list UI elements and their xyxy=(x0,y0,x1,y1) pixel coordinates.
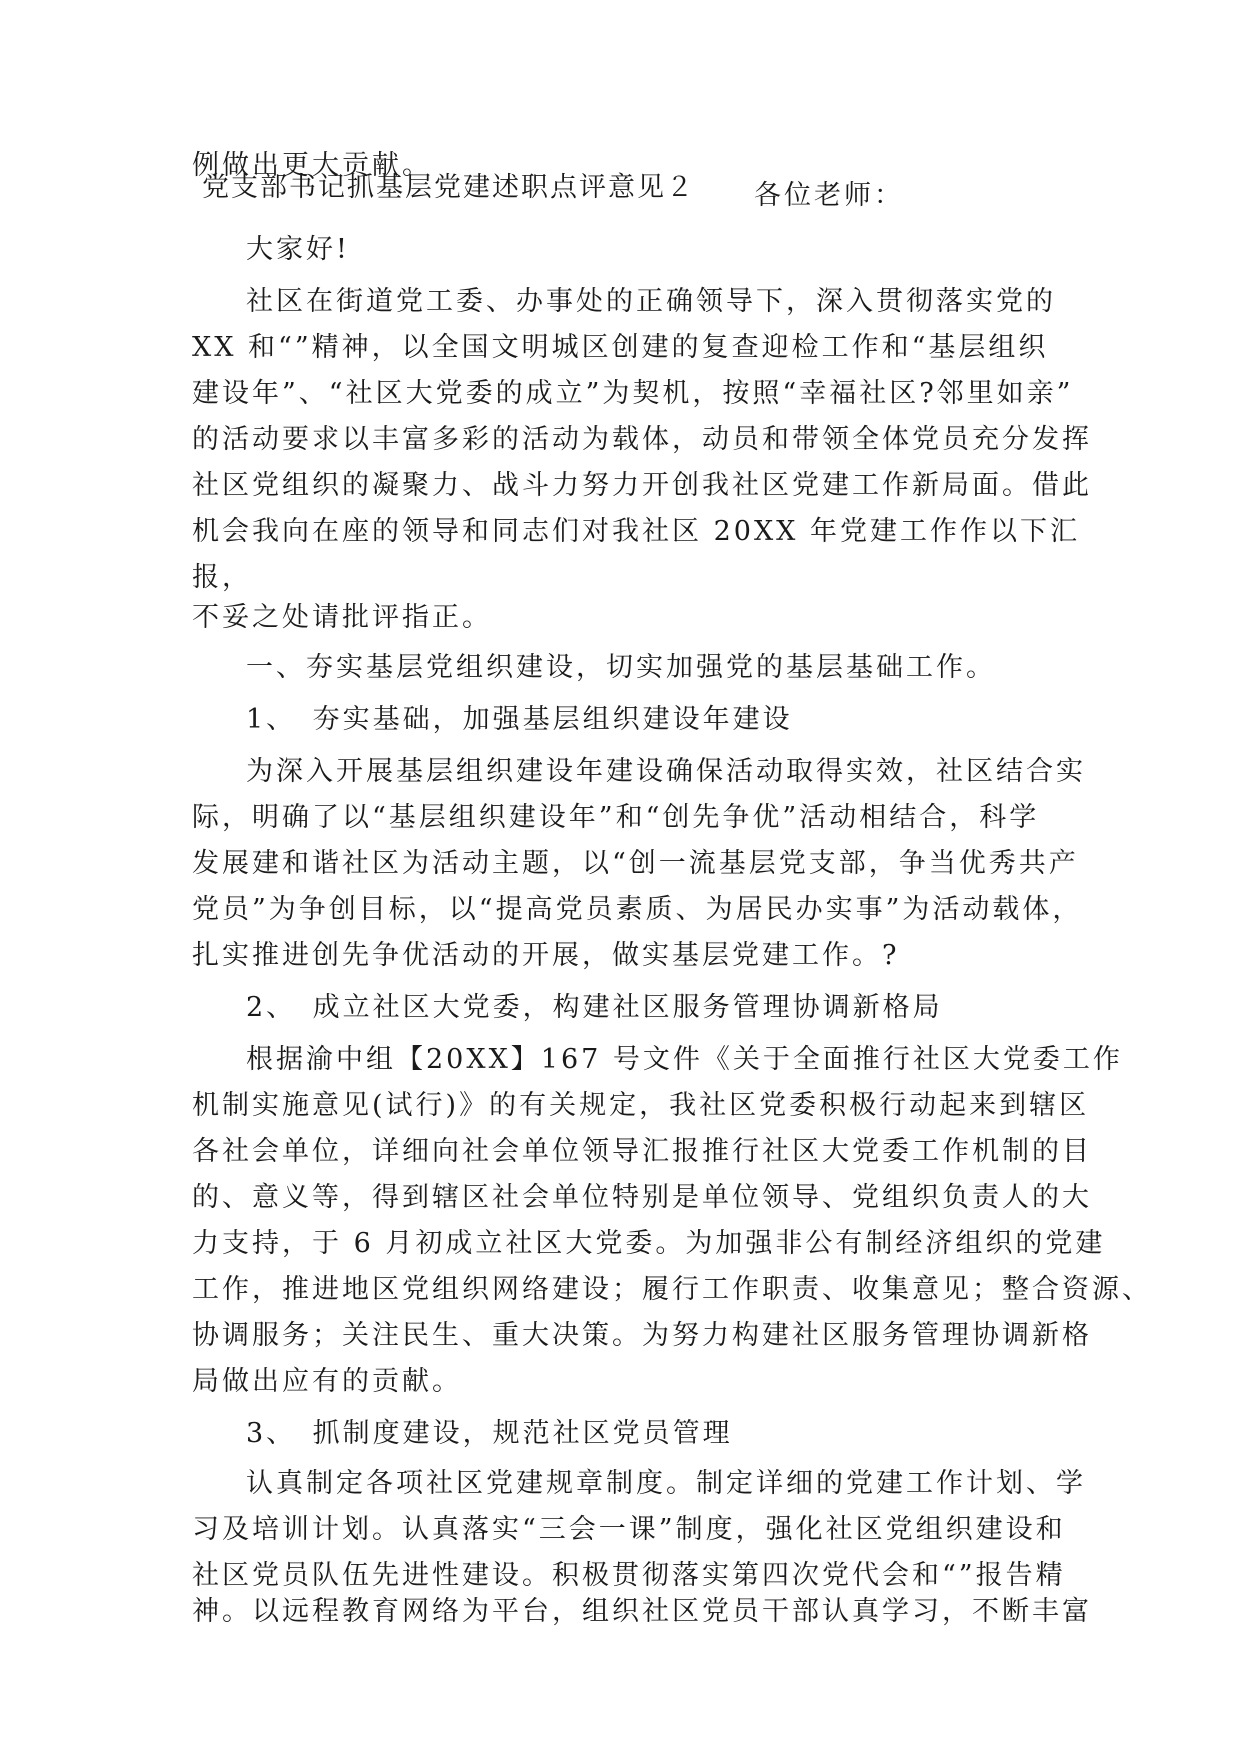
greeting: 大家好! xyxy=(246,234,350,265)
paragraph-line: 机会我向在座的领导和同志们对我社区 20XX 年党建工作作以下汇 xyxy=(192,516,1080,547)
paragraph-line: 不妥之处请批评指正。 xyxy=(192,602,492,633)
item-heading: 3、 抓制度建设，规范社区党员管理 xyxy=(246,1418,733,1449)
lead-in-text: 例做出更大贡献。 xyxy=(192,150,432,181)
paragraph-line: XX 和“”精神，以全国文明城区创建的复查迎检工作和“基层组织 xyxy=(192,332,1049,363)
paragraph-line: 的活动要求以丰富多彩的活动为载体，动员和带领全体党员充分发挥 xyxy=(192,424,1092,455)
paragraph-line: 局做出应有的贡献。 xyxy=(192,1366,462,1397)
paragraph-line: 各社会单位，详细向社会单位领导汇报推行社区大党委工作机制的目 xyxy=(192,1136,1092,1167)
paragraph-line: 际，明确了以“基层组织建设年”和“创先争优”活动相结合，科学 xyxy=(192,802,1040,833)
paragraph-line: 报， xyxy=(192,562,252,593)
paragraph-line: 扎实推进创先争优活动的开展，做实基层党建工作。? xyxy=(192,940,900,971)
paragraph-line: 建设年”、“社区大党委的成立”为契机，按照“幸福社区?邻里如亲” xyxy=(192,378,1074,409)
document-title: 党支部书记抓基层党建述职点评意见２ xyxy=(202,172,695,203)
paragraph-line: 发展建和谐社区为活动主题，以“创一流基层党支部，争当优秀共产 xyxy=(192,848,1079,879)
paragraph-line: 力支持，于 6 月初成立社区大党委。为加强非公有制经济组织的党建 xyxy=(192,1228,1106,1259)
item-heading: 2、 成立社区大党委，构建社区服务管理协调新格局 xyxy=(246,992,943,1023)
item-heading: 1、 夯实基础，加强基层组织建设年建设 xyxy=(246,704,793,735)
paragraph-line: 协调服务；关注民生、重大决策。为努力构建社区服务管理协调新格 xyxy=(192,1320,1092,1351)
paragraph-line: 认真制定各项社区党建规章制度。制定详细的党建工作计划、学 xyxy=(246,1468,1086,1499)
paragraph-line: 社区党组织的凝聚力、战斗力努力开创我社区党建工作新局面。借此 xyxy=(192,470,1092,501)
section-heading: 一、夯实基层党组织建设，切实加强党的基层基础工作。 xyxy=(246,652,996,683)
paragraph-line: 社区在街道党工委、办事处的正确领导下，深入贯彻落实党的 xyxy=(246,286,1056,317)
paragraph-line: 为深入开展基层组织建设年建设确保活动取得实效，社区结合实 xyxy=(246,756,1086,787)
paragraph-line: 社区党员队伍先进性建设。积极贯彻落实第四次党代会和“”报告精 xyxy=(192,1560,1066,1591)
paragraph-line: 党员”为争创目标，以“提高党员素质、为居民办实事”为活动载体， xyxy=(192,894,1083,925)
paragraph-line: 神。以远程教育网络为平台，组织社区党员干部认真学习，不断丰富 xyxy=(192,1596,1092,1627)
paragraph-line: 的、意义等，得到辖区社会单位特别是单位领导、党组织负责人的大 xyxy=(192,1182,1092,1213)
paragraph-line: 习及培训计划。认真落实“三会一课”制度，强化社区党组织建设和 xyxy=(192,1514,1066,1545)
paragraph-line: 根据渝中组【20XX】167 号文件《关于全面推行社区大党委工作 xyxy=(246,1044,1123,1075)
paragraph-line: 工作，推进地区党组织网络建设；履行工作职责、收集意见；整合资源、 xyxy=(192,1274,1152,1305)
salutation: 各位老师： xyxy=(754,180,904,211)
paragraph-line: 机制实施意见(试行)》的有关规定，我社区党委积极行动起来到辖区 xyxy=(192,1090,1090,1121)
